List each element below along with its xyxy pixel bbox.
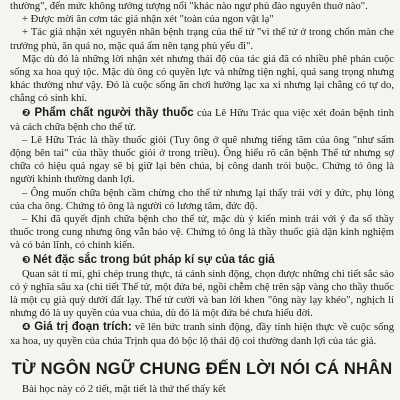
paragraph — [10, 106, 394, 134]
paragraph: Mặc dù đó là những lời nhận xét nhưng thái độ của tác giả đã có nhiều phê phán cuộc sống xa hoa quý tộc. Mặc dù ông có quyền lực và những tiện nghi, quá sang trọng nhưng khác thường như vậy. Đó là cuộc sống ăn chơi hưởng lạc xa xỉ nhưng lại chẳng có tự do, chẳng có sinh khí. — [10, 53, 394, 105]
section-heading: Nét đặc sắc trong bút pháp kí sự của tác giả — [33, 253, 275, 266]
paragraph: Quan sát tỉ mỉ, ghi chép trung thực, tả cảnh sinh động, chọn được những chi tiết sắc sảo có ý nghĩa sâu xa (chi tiết Thế tử, một đứa bé, ngồi chễm chệ trên sập vàng cho thầy thuốc là một cụ già quỳ dưới đất lạy. Thế tử cười và ban lời khen "ông này lạy khéo", nghịch lí nhưng đó là uy quyền của vua chúa, dù đó là một đứa bé chưa hiểu đời. — [10, 268, 394, 320]
paragraph: thường", đến mức không tưởng tượng nổi "khác nào ngư phủ đào nguyên thuở nào". — [10, 1, 368, 12]
section-heading: Phẩm chất người thầy thuốc — [34, 106, 194, 119]
section-heading: Giá trị đoạn trích: — [34, 321, 132, 334]
paragraph: – Ông muốn chữa bệnh cầm chừng cho thế tử nhưng lại thấy trái với y đức, phụ lòng của cha ông. Chứng tỏ ông là người có lương tâm, đức độ. — [10, 187, 394, 212]
paragraph — [10, 253, 394, 268]
chapter-title: TỪ NGÔN NGỮ CHUNG ĐẾN LỜI NÓI CÁ NHÂN — [11, 359, 393, 378]
paragraph: – Khi đã quyết định chữa bệnh cho thế tử, mặc dù ý kiến mình trái với ý đa số thầy thuốc trong cung nhưng ông vẫn bảo vệ. Chứng tỏ ông là thầy thuốc già dặn kinh nghiệm và có bản lĩnh, có chính kiến. — [10, 214, 394, 252]
paragraph: + Tác giả nhận xét nguyên nhân bệnh trạng của thế tử "vì thế tử ở trong chốn màn che trướng phủ, ăn quá no, mặc quá ấm nên tạng phủ yếu đi". — [10, 27, 394, 52]
paragraph — [10, 320, 394, 348]
paragraph-text: vẽ lên bức tranh sinh động, đầy tính hiện thực về cuộc sống xa hoa, uy quyền của chúa Trịnh qua đó bộc lộ thái độ coi thường danh lợi của tác giả. — [10, 322, 394, 348]
paragraph: + Được mời ăn cơm tác giả nhận xét "toàn của ngon vật lạ" — [22, 14, 274, 26]
numbered-marker: ❸ — [22, 254, 31, 266]
paragraph: – Lê Hữu Trác là thầy thuốc giỏi (Tuy ông ở quê nhưng tiếng tăm của ông "như sấm động bên tai" của thầy thuốc giỏi ở trong triều). Ông hiểu rõ căn bệnh Thế tử nhưng sợ chữa có hiệu quả ngay sẽ bị giữ lại bên chúa, bị công danh trói buộc. Chứng tỏ ông là người khinh thường danh lợi. — [10, 134, 394, 186]
paragraph-text: của Lê Hữu Trác qua việc xét đoán bệnh tình và cách chữa bệnh cho thế tử. — [10, 107, 394, 133]
numbered-marker: ❹ — [22, 322, 32, 334]
numbered-marker: ❷ — [22, 107, 32, 119]
paragraph: Bài học này có 2 tiết, mặt tiết là thứ thế thấy kết — [22, 383, 226, 395]
